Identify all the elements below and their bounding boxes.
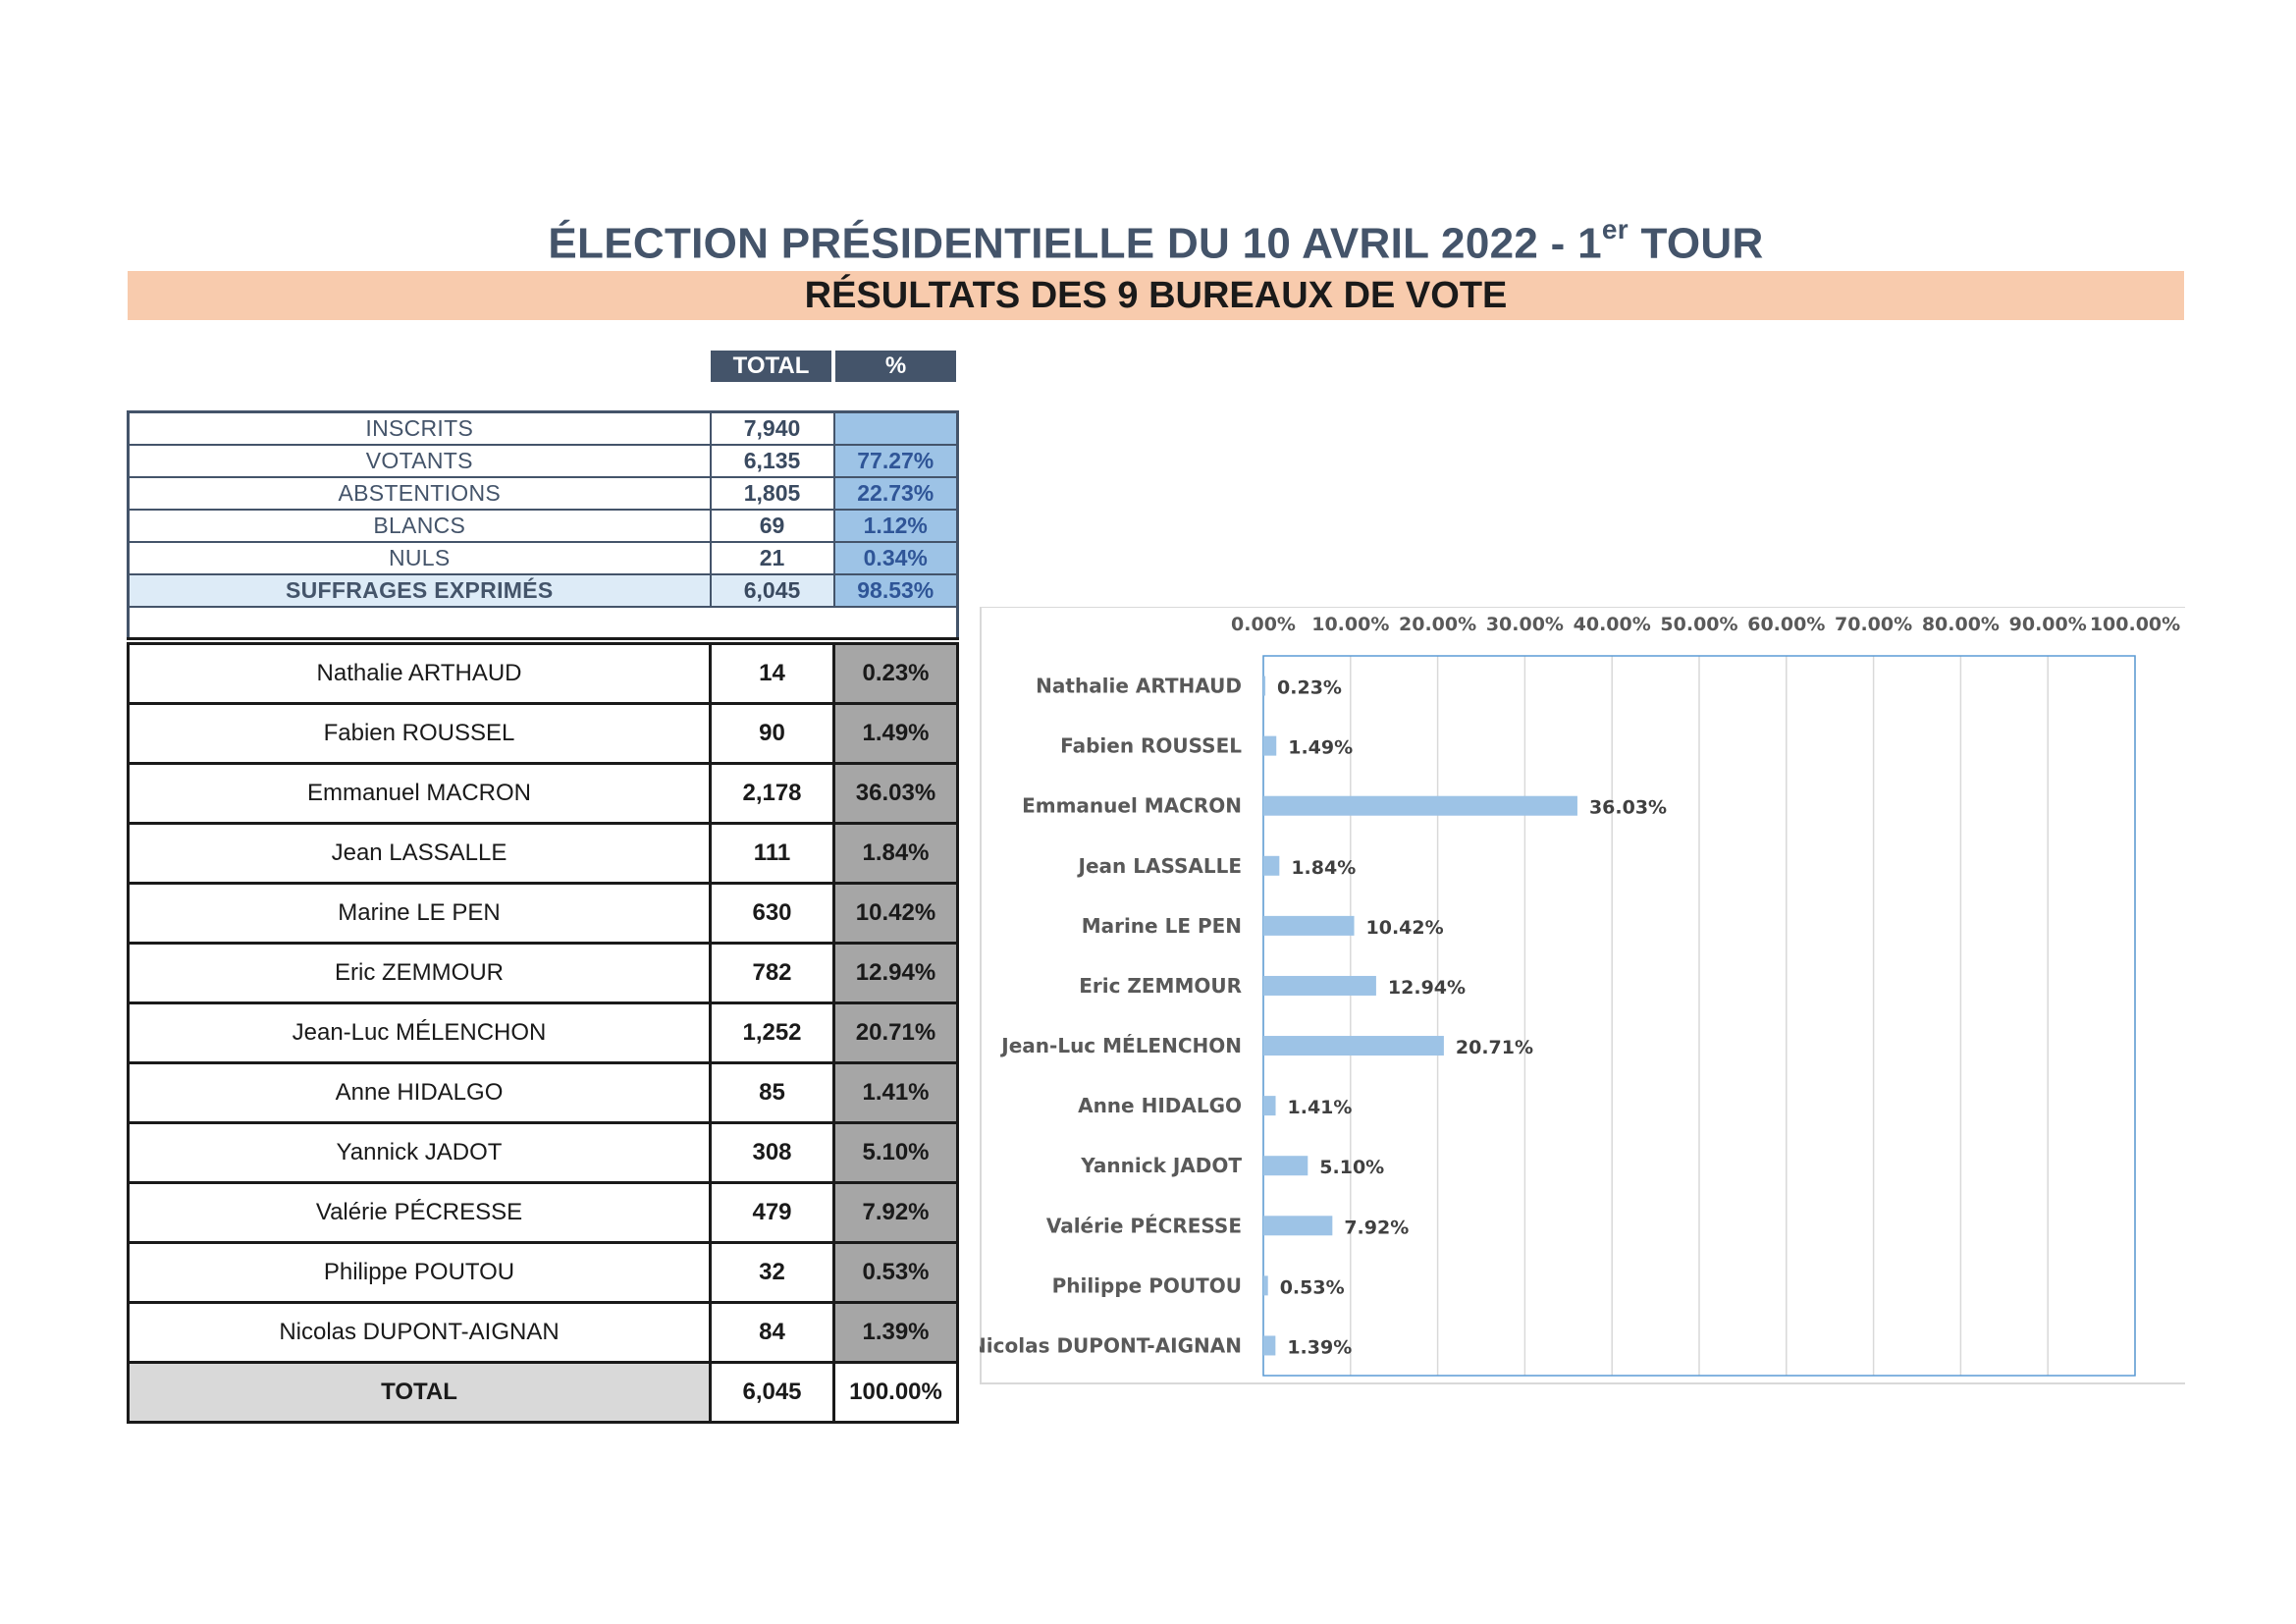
category-label: Eric ZEMMOUR bbox=[1079, 973, 1242, 998]
category-label: Jean-Luc MÉLENCHON bbox=[1001, 1034, 1242, 1058]
bar bbox=[1263, 856, 1279, 876]
x-tick-label: 70.00% bbox=[1835, 614, 1913, 635]
candidate-name: Jean LASSALLE bbox=[129, 824, 711, 884]
candidate-votes: 1,252 bbox=[711, 1003, 834, 1063]
candidate-votes: 630 bbox=[711, 884, 834, 944]
bar bbox=[1263, 916, 1355, 936]
candidate-name: Anne HIDALGO bbox=[129, 1063, 711, 1123]
bar bbox=[1263, 796, 1577, 816]
summary-row-blancs bbox=[129, 510, 958, 542]
summary-row-abstentions bbox=[129, 477, 958, 510]
category-label: Nathalie ARTHAUD bbox=[1036, 674, 1242, 698]
bar bbox=[1263, 736, 1276, 756]
row-label: SUFFRAGES EXPRIMÉS bbox=[129, 574, 711, 607]
x-tick-label: 100.00% bbox=[2089, 614, 2181, 635]
table-row bbox=[129, 1123, 958, 1183]
table-row bbox=[129, 884, 958, 944]
row-value: 69 bbox=[711, 510, 834, 542]
column-header-pct: % bbox=[835, 351, 956, 382]
candidate-name: Eric ZEMMOUR bbox=[129, 944, 711, 1003]
table-row bbox=[129, 824, 958, 884]
candidate-votes: 14 bbox=[711, 644, 834, 704]
candidate-name: Yannick JADOT bbox=[129, 1123, 711, 1183]
candidate-pct: 7.92% bbox=[834, 1183, 958, 1243]
bar bbox=[1263, 1335, 1275, 1355]
row-pct: 0.34% bbox=[834, 542, 958, 574]
candidate-name: Marine LE PEN bbox=[129, 884, 711, 944]
summary-row-suffrages-exprimes bbox=[129, 574, 958, 607]
bar bbox=[1263, 1275, 1268, 1295]
bar bbox=[1263, 1036, 1444, 1056]
candidate-pct: 1.41% bbox=[834, 1063, 958, 1123]
category-label: Emmanuel MACRON bbox=[1022, 793, 1242, 818]
results-bar-chart bbox=[980, 607, 2185, 1384]
data-label: 1.39% bbox=[1287, 1336, 1353, 1359]
data-label: 36.03% bbox=[1588, 796, 1668, 819]
table-row bbox=[129, 764, 958, 824]
candidate-pct: 36.03% bbox=[834, 764, 958, 824]
row-label: VOTANTS bbox=[129, 445, 711, 477]
data-label: 5.10% bbox=[1319, 1157, 1385, 1179]
data-label: 12.94% bbox=[1387, 976, 1467, 999]
x-tick-label: 30.00% bbox=[1485, 614, 1564, 635]
table-row bbox=[129, 1243, 958, 1303]
bar bbox=[1263, 1216, 1332, 1235]
candidates-table bbox=[127, 642, 959, 1424]
row-pct: 1.12% bbox=[834, 510, 958, 542]
row-value: 1,805 bbox=[711, 477, 834, 510]
candidate-votes: 2,178 bbox=[711, 764, 834, 824]
category-label: Jean LASSALLE bbox=[1078, 853, 1242, 878]
data-label: 1.49% bbox=[1288, 736, 1354, 759]
candidate-pct: 10.42% bbox=[834, 884, 958, 944]
candidate-name: Valérie PÉCRESSE bbox=[129, 1183, 711, 1243]
row-label: NULS bbox=[129, 542, 711, 574]
row-label: INSCRITS bbox=[129, 412, 711, 446]
summary-row-inscrits bbox=[129, 412, 958, 446]
row-pct: 22.73% bbox=[834, 477, 958, 510]
category-label: Marine LE PEN bbox=[1081, 913, 1242, 938]
candidate-name: Jean-Luc MÉLENCHON bbox=[129, 1003, 711, 1063]
total-label: TOTAL bbox=[129, 1363, 711, 1423]
data-label: 7.92% bbox=[1344, 1217, 1410, 1239]
summary-row-nuls bbox=[129, 542, 958, 574]
total-votes: 6,045 bbox=[711, 1363, 834, 1423]
x-tick-label: 10.00% bbox=[1311, 614, 1390, 635]
data-label: 1.41% bbox=[1287, 1097, 1353, 1119]
bar-chart-svg bbox=[980, 607, 2185, 1384]
column-header-total: TOTAL bbox=[711, 351, 831, 382]
candidate-votes: 111 bbox=[711, 824, 834, 884]
row-pct bbox=[834, 412, 958, 446]
candidate-pct: 0.53% bbox=[834, 1243, 958, 1303]
x-tick-label: 60.00% bbox=[1747, 614, 1826, 635]
total-row bbox=[129, 1363, 958, 1423]
candidate-name: Nicolas DUPONT-AIGNAN bbox=[129, 1303, 711, 1363]
category-label: Yannick JADOT bbox=[1081, 1154, 1242, 1178]
table-row bbox=[129, 1303, 958, 1363]
candidate-votes: 308 bbox=[711, 1123, 834, 1183]
candidate-pct: 5.10% bbox=[834, 1123, 958, 1183]
table-row bbox=[129, 944, 958, 1003]
row-value: 21 bbox=[711, 542, 834, 574]
candidate-name: Fabien ROUSSEL bbox=[129, 704, 711, 764]
candidate-votes: 479 bbox=[711, 1183, 834, 1243]
total-pct: 100.00% bbox=[834, 1363, 958, 1423]
candidate-votes: 85 bbox=[711, 1063, 834, 1123]
x-tick-label: 50.00% bbox=[1660, 614, 1738, 635]
data-label: 10.42% bbox=[1365, 916, 1444, 939]
candidate-pct: 0.23% bbox=[834, 644, 958, 704]
row-value: 7,940 bbox=[711, 412, 834, 446]
page-title: ÉLECTION PRÉSIDENTIELLE DU 10 AVRIL 2022 - 1er TOUR bbox=[548, 214, 1764, 268]
candidate-pct: 1.84% bbox=[834, 824, 958, 884]
table-row bbox=[129, 1003, 958, 1063]
table-row bbox=[129, 704, 958, 764]
table-row bbox=[129, 644, 958, 704]
candidate-votes: 90 bbox=[711, 704, 834, 764]
category-label: Philippe POUTOU bbox=[1051, 1273, 1242, 1298]
candidate-votes: 32 bbox=[711, 1243, 834, 1303]
candidate-name: Philippe POUTOU bbox=[129, 1243, 711, 1303]
row-label: ABSTENTIONS bbox=[129, 477, 711, 510]
bar bbox=[1263, 1156, 1308, 1175]
bar bbox=[1263, 976, 1376, 996]
candidate-pct: 1.39% bbox=[834, 1303, 958, 1363]
row-value: 6,045 bbox=[711, 574, 834, 607]
row-pct: 98.53% bbox=[834, 574, 958, 607]
data-label: 1.84% bbox=[1291, 856, 1357, 879]
row-pct: 77.27% bbox=[834, 445, 958, 477]
data-label: 0.23% bbox=[1277, 677, 1342, 699]
table-row bbox=[129, 1063, 958, 1123]
candidate-pct: 1.49% bbox=[834, 704, 958, 764]
category-label: Anne HIDALGO bbox=[1078, 1094, 1242, 1118]
row-label: BLANCS bbox=[129, 510, 711, 542]
x-tick-label: 20.00% bbox=[1399, 614, 1477, 635]
candidate-name: Emmanuel MACRON bbox=[129, 764, 711, 824]
candidate-pct: 12.94% bbox=[834, 944, 958, 1003]
summary-row-votants bbox=[129, 445, 958, 477]
candidate-votes: 782 bbox=[711, 944, 834, 1003]
bar bbox=[1263, 677, 1265, 696]
row-value: 6,135 bbox=[711, 445, 834, 477]
category-label: Valérie PÉCRESSE bbox=[1045, 1214, 1242, 1238]
table-row bbox=[129, 1183, 958, 1243]
data-label: 0.53% bbox=[1279, 1276, 1345, 1299]
candidate-votes: 84 bbox=[711, 1303, 834, 1363]
summary-table bbox=[127, 410, 959, 640]
page-subtitle: RÉSULTATS DES 9 BUREAUX DE VOTE bbox=[128, 271, 2184, 320]
category-label: Nicolas DUPONT-AIGNAN bbox=[980, 1333, 1242, 1358]
x-tick-label: 90.00% bbox=[2008, 614, 2087, 635]
spacer-cell bbox=[129, 607, 958, 639]
candidate-pct: 20.71% bbox=[834, 1003, 958, 1063]
candidate-name: Nathalie ARTHAUD bbox=[129, 644, 711, 704]
summary-spacer-row bbox=[129, 607, 958, 639]
category-label: Fabien ROUSSEL bbox=[1060, 733, 1242, 758]
x-tick-label: 40.00% bbox=[1573, 614, 1651, 635]
data-label: 20.71% bbox=[1455, 1037, 1534, 1059]
x-tick-label: 80.00% bbox=[1921, 614, 2000, 635]
bar bbox=[1263, 1096, 1276, 1115]
x-tick-label: 0.00% bbox=[1231, 614, 1296, 635]
